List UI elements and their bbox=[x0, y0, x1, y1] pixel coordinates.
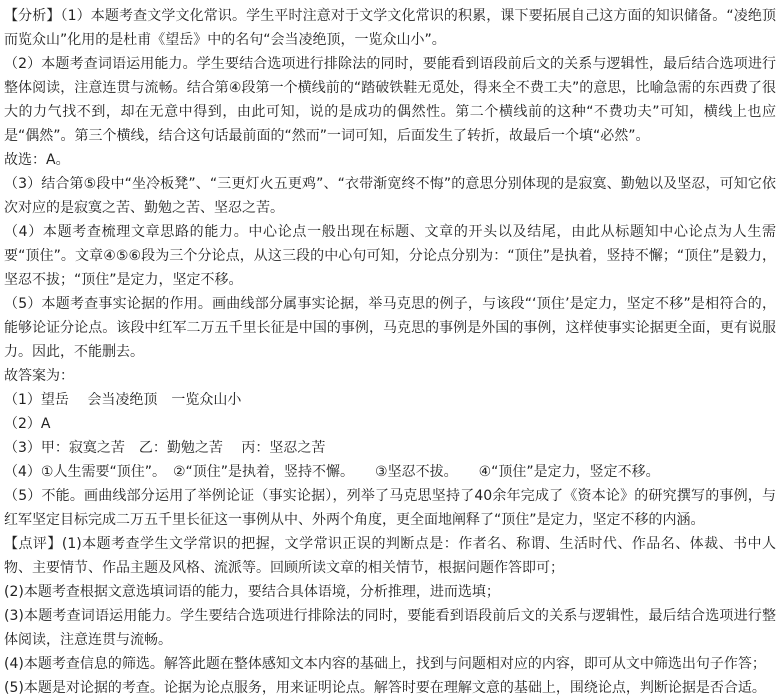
comment-4: (4)本题考查信息的筛选。解答此题在整体感知文本内容的基础上，找到与问题相对应的内容，即可从文中筛选出句子作答； bbox=[4, 656, 766, 672]
answer-4: （4）①人生需要“顶住”。 ②“顶住”是执着，竖持不懈。 ③坚忍不拔。 ④“顶住”是定力，竖定不移。 bbox=[4, 464, 660, 480]
answer-heading: 故答案为： bbox=[4, 368, 74, 384]
analysis-q5: （5）本题考查事实论据的作用。画曲线部分属事实论据，举马克思的例子，与该段“‘顶住’是定力，坚定不移”是相符合的，能够论证分论点。该段中红军二万五千里长征是中国的事例，马克思的事例是外国的事例，这样使事实论据更全面，更有说服力。因此，不能删去。 bbox=[4, 296, 776, 360]
comment-1: 【点评】(1)本题考查学生文学常识的把握，文学常识正误的判断点是：作者名、称谓、生活时代、作品名、体裁、书中人物、主要情节、作品主题及风格、流派等。回顾所读文章的相关情节，根据问题作答即可； bbox=[4, 536, 776, 576]
analysis-q4: （4）本题考查梳理文章思路的能力。中心论点一般出现在标题、文章的开头以及结尾，由此从标题知中心论点为人生需要“顶住”。文章④⑤⑥段为三个分论点，从这三段的中心句可知，分论点分别为：“顶住”是执着，竖持不懈；“顶住”是毅力，坚忍不拔；“顶住”是定力，坚定不移。 bbox=[4, 224, 776, 288]
analysis-q2: （2）本题考查词语运用能力。学生要结合选项进行排除法的同时，要能看到语段前后文的关系与逻辑性，最后结合选项进行整体阅读，注意连贯与流畅。结合第④段第一个横线前的“踏破铁鞋无觅处，得来全不费工夫”的意思，比喻急需的东西费了很大的力气找不到，却在无意中得到，由此可知，说的是成功的偶然性。第二个横线前的这种“不费功夫”可知，横线上也应是“偶然”。第三个横线，结合这句话最前面的“然而”一词可知，后面发生了转折，故最后一个填“必然”。 bbox=[4, 56, 776, 144]
comment-5: (5)本题是对论据的考查。论据为论点服务，用来证明论点。解答时要在理解文意的基础上，围绕论点，判断论据是否合适。 bbox=[4, 680, 766, 696]
choice-line: 故选：A。 bbox=[4, 152, 70, 168]
answer-1: （1）望岳 会当凌绝顶 一览众山小 bbox=[4, 392, 242, 408]
answer-2: （2）A bbox=[4, 416, 51, 432]
analysis-q1: 【分析】（1）本题考查文学文化常识。学生平时注意对于文学文化常识的积累，课下要拓展自己这方面的知识储备。“凌绝顶而览众山”化用的是杜甫《望岳》中的名句“会当凌绝顶，一览众山小”。 bbox=[4, 8, 776, 48]
comment-3: (3)本题考查词语运用能力。学生要结合选项进行排除法的同时，要能看到语段前后文的关系与逻辑性，最后结合选项进行整体阅读，注意连贯与流畅。 bbox=[4, 608, 776, 648]
analysis-q3: （3）结合第⑤段中“坐冷板凳”、“三更灯火五更鸡”、“衣带渐宽终不悔”的意思分别体现的是寂寞、勤勉以及坚忍，可知它依次对应的是寂寞之苦、勤勉之苦、坚忍之苦。 bbox=[4, 176, 776, 216]
comment-2: (2)本题考查根据文意选填词语的能力，要结合具体语境，分析推理，进而选填； bbox=[4, 584, 500, 600]
answer-3: （3）甲：寂寞之苦 乙：勤勉之苦 丙：坚忍之苦 bbox=[4, 440, 326, 456]
answer-5: （5）不能。画曲线部分运用了举例论证（事实论据），列举了马克思坚持了40余年完成了《资本论》的研究撰写的事例，与红军坚定目标完成二万五千里长征这一事例从中、外两个角度，更全面地阐释了“顶住”是定力，坚定不移的内涵。 bbox=[4, 488, 776, 528]
